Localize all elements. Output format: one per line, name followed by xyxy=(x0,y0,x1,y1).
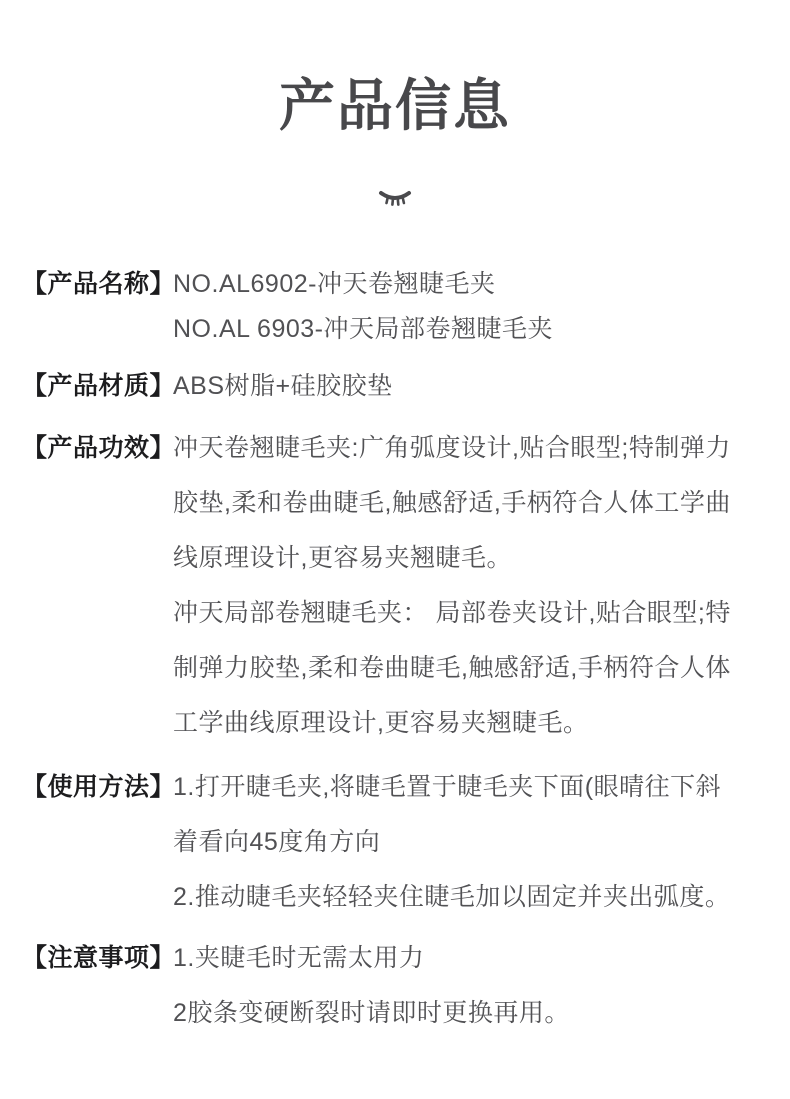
text-line: ABS树脂+硅胶胶垫 xyxy=(173,372,393,400)
text-line: 2.推动睫毛夹轻轻夹住睫毛加以固定并夹出弧度。 xyxy=(173,883,731,911)
section-label: 【产品名称】 xyxy=(22,270,176,298)
section-usage xyxy=(22,760,760,925)
section-text xyxy=(173,262,760,352)
section-efficacy xyxy=(22,421,760,751)
section-text xyxy=(173,364,760,409)
section-text xyxy=(173,931,760,1041)
eyelash-icon xyxy=(0,190,790,206)
text-line: 胶垫,柔和卷曲睫毛,触感舒适,手柄符合人体工学曲 xyxy=(173,489,731,517)
text-line: 1.夹睫毛时无需太用力 xyxy=(173,944,425,972)
text-line: 着看向45度角方向 xyxy=(173,828,381,856)
section-product-name xyxy=(22,262,760,352)
text-line: NO.AL6902-冲天卷翘睫毛夹 xyxy=(173,270,496,298)
text-line: 2胶条变硬断裂时请即时更换再用。 xyxy=(173,999,570,1027)
text-line: 线原理设计,更容易夹翘睫毛。 xyxy=(173,544,512,572)
text-line: 制弹力胶垫,柔和卷曲睫毛,触感舒适,手柄符合人体 xyxy=(173,654,731,682)
text-line: 1.打开睫毛夹,将睫毛置于睫毛夹下面(眼晴往下斜 xyxy=(173,773,722,801)
section-label: 【注意事项】 xyxy=(22,944,176,972)
section-text xyxy=(173,760,760,925)
text-line: 工学曲线原理设计,更容易夹翘睫毛。 xyxy=(173,709,589,737)
text-line: 冲天卷翘睫毛夹:广角弧度设计,贴合眼型;特制弹力 xyxy=(173,434,731,462)
section-text xyxy=(173,421,760,751)
text-line: 冲天局部卷翘睫毛夹： 局部卷夹设计,贴合眼型;特 xyxy=(173,599,731,627)
text-line: NO.AL 6903-冲天局部卷翘睫毛夹 xyxy=(173,315,553,343)
section-material xyxy=(22,364,760,409)
page-title: 产品信息 xyxy=(279,74,511,137)
sections xyxy=(0,262,790,1041)
section-precautions xyxy=(22,931,760,1041)
section-label: 【使用方法】 xyxy=(22,773,176,801)
section-label: 【产品功效】 xyxy=(22,434,176,462)
section-label: 【产品材质】 xyxy=(22,372,176,400)
